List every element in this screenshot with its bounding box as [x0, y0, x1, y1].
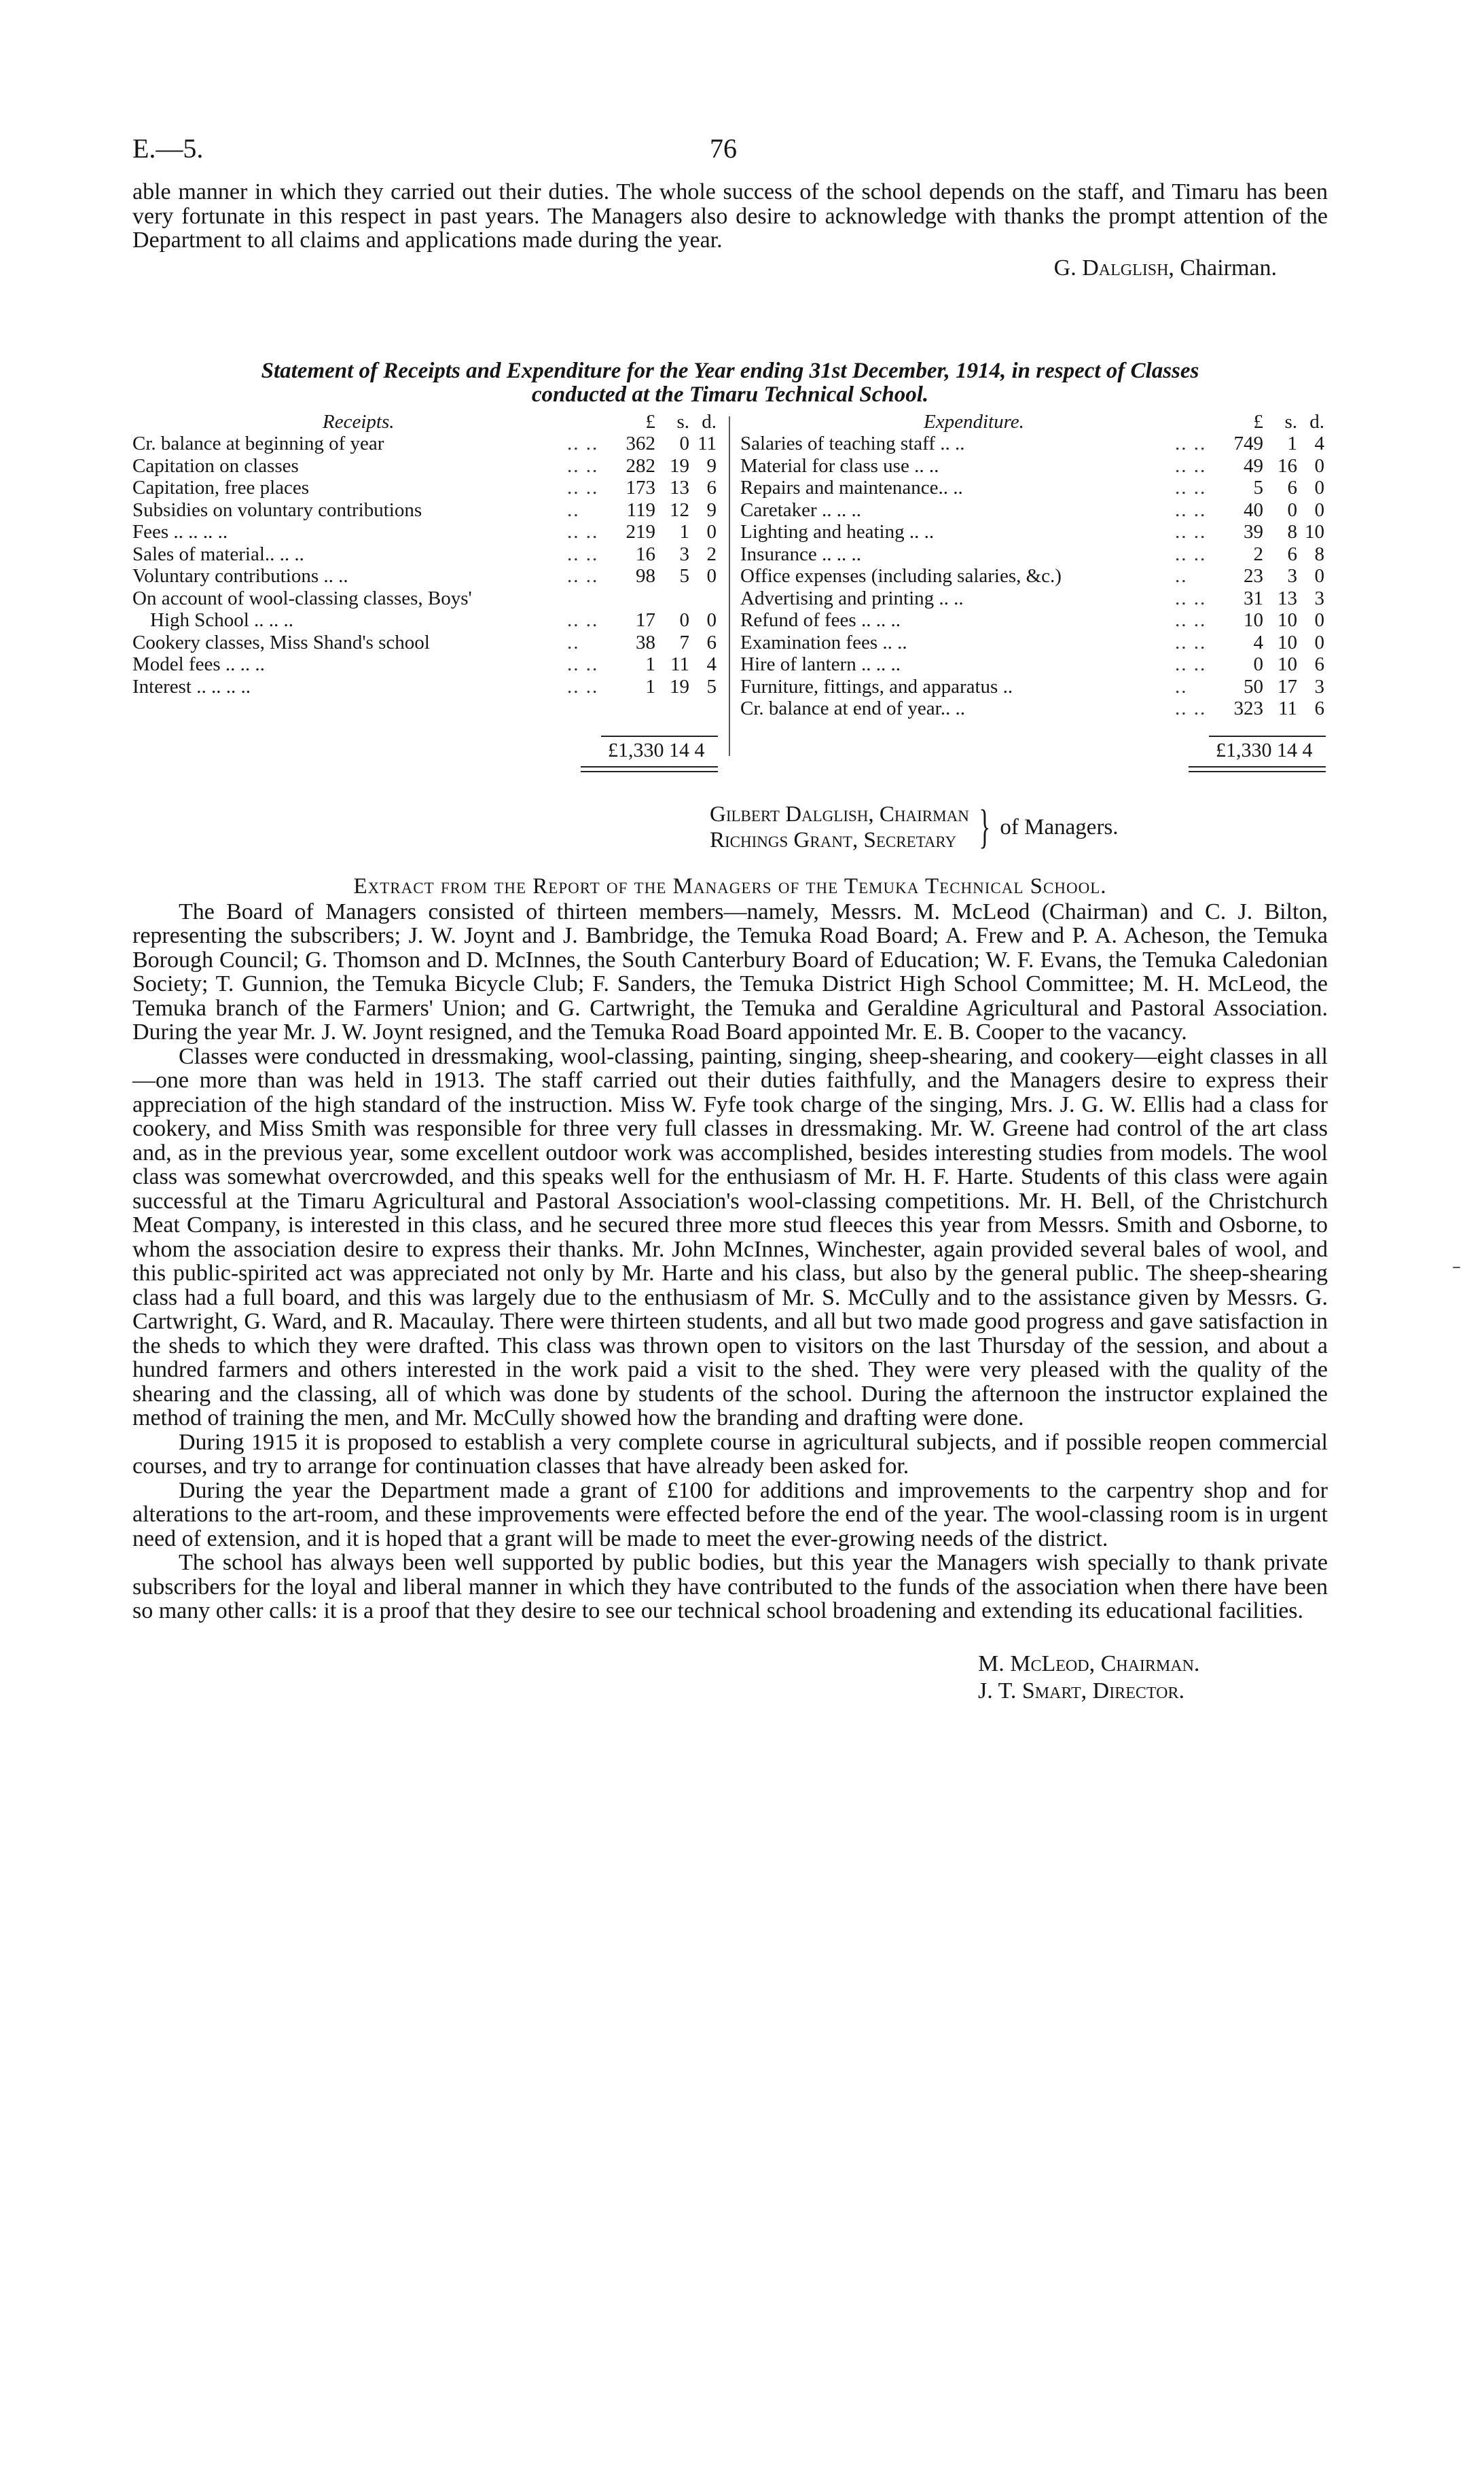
expenditure-row	[740, 521, 1328, 543]
leader-dots: .. ..	[567, 653, 599, 675]
pounds-value: 282	[626, 454, 655, 477]
pence-value: 8	[1314, 543, 1324, 565]
extract-paragraph: During 1915 it is proposed to establish a very complete course in agricultural subjects, and if possible reopen commercial courses, and try to arrange for continuation classes that have already been asked for.	[132, 1429, 1328, 1479]
shillings-value: 6	[1287, 543, 1297, 565]
expenditure-row	[740, 588, 1328, 610]
leader-dots: .. ..	[1175, 631, 1207, 653]
pounds-value: 0	[1253, 653, 1263, 675]
pounds-value: 49	[1244, 454, 1263, 477]
expenditure-row	[740, 609, 1328, 632]
shillings-value: 10	[1278, 631, 1297, 653]
expenditure-total: £1,330 14 4	[1216, 738, 1313, 761]
expenditure-heading: Expenditure.	[924, 410, 1024, 433]
pence-heading: d.	[702, 410, 717, 433]
pounds-value: 4	[1253, 631, 1263, 653]
intro-paragraph: able manner in which they carried out their duties. The whole success of the school depends on the staff, and Timaru has been very fortunate in this respect in past years. The Managers also desire to acknowledge with thanks the prompt attention of the Department to all claims and applications made during the year.	[132, 179, 1328, 253]
leader-dots: .. ..	[1175, 477, 1207, 499]
pence-value: 9	[706, 454, 717, 477]
expenditure-label: Office expenses (including salaries, &c.)	[740, 565, 1062, 587]
receipts-column	[132, 411, 717, 698]
pence-value: 6	[706, 631, 717, 653]
shillings-value: 17	[1278, 675, 1297, 698]
expenditure-row	[740, 632, 1328, 654]
extract-director-signature: J. T. Smart, Director.	[978, 1678, 1184, 1703]
pounds-value: 173	[626, 477, 655, 499]
pounds-value: 16	[636, 543, 655, 565]
expenditure-row	[740, 543, 1328, 566]
pence-value: 5	[706, 675, 717, 698]
shillings-value: 12	[670, 499, 689, 521]
pounds-heading: £	[1253, 410, 1263, 433]
pence-value: 6	[1314, 653, 1324, 675]
expenditure-row	[740, 698, 1328, 720]
shillings-value: 13	[1278, 587, 1297, 609]
of-managers: of Managers.	[1000, 814, 1119, 840]
expenditure-double-rule-top	[1189, 766, 1326, 768]
receipts-label: High School .. .. ..	[150, 609, 294, 631]
leader-dots: .. ..	[567, 565, 599, 587]
pence-value: 11	[698, 433, 717, 454]
leader-dots: .. ..	[567, 454, 599, 477]
chairman-signature: Gilbert Dalglish, Chairman	[710, 801, 969, 827]
leader-dots: ..	[1175, 565, 1188, 587]
pence-value: 10	[1305, 521, 1324, 543]
pounds-value: 17	[636, 609, 655, 631]
extract-body	[132, 900, 1328, 1623]
shillings-value: 6	[1287, 477, 1297, 499]
leader-dots: .. ..	[1175, 609, 1207, 631]
pence-value: 0	[1314, 454, 1324, 477]
leader-dots: ..	[1175, 675, 1188, 698]
shillings-value: 10	[1278, 609, 1297, 631]
expenditure-label: Furniture, fittings, and apparatus ..	[740, 675, 1013, 698]
extract-paragraph: During the year the Department made a grant of £100 for additions and improvements to the carpentry shop and for alterations to the art-room, and these improvements were effected before the end of the year. The wool-classing room is in urgent need of extension, and it is hoped that a grant will be made to meet the ever-growing needs of the district.	[132, 1477, 1328, 1551]
receipts-double-rule-bottom	[581, 771, 718, 772]
statement-title-line1: Statement of Receipts and Expenditure for the Year ending 31st December, 1914, in respect of Classes	[261, 358, 1199, 383]
margin-mark: –	[1452, 1257, 1461, 1277]
pence-value: 3	[1314, 587, 1324, 609]
shillings-value: 1	[1287, 433, 1297, 454]
pounds-heading: £	[645, 410, 655, 433]
intro-signature-role: , Chairman.	[1168, 255, 1277, 281]
leader-dots: .. ..	[567, 675, 599, 698]
receipts-row	[132, 565, 717, 588]
pence-value: 0	[706, 565, 717, 587]
column-divider	[729, 416, 730, 756]
expenditure-row	[740, 433, 1328, 455]
leader-dots: .. ..	[1175, 543, 1207, 565]
pounds-value: 362	[626, 433, 655, 454]
expenditure-label: Insurance .. .. ..	[740, 543, 861, 565]
intro-signature	[132, 255, 1328, 281]
pounds-value: 39	[1244, 521, 1263, 543]
leader-dots: .. ..	[1175, 587, 1207, 609]
pounds-value: 31	[1244, 587, 1263, 609]
leader-dots: .. ..	[567, 433, 599, 454]
receipts-label: Capitation on classes	[132, 454, 299, 477]
expenditure-label: Cr. balance at end of year.. ..	[740, 698, 965, 719]
shillings-value: 19	[670, 454, 689, 477]
receipts-expenditure-table	[132, 410, 1328, 853]
document-page	[132, 132, 1328, 1705]
expenditure-label: Caretaker .. .. ..	[740, 499, 861, 521]
statement-title	[132, 359, 1328, 407]
pence-value: 4	[706, 653, 717, 675]
pence-value: 6	[1314, 698, 1324, 719]
leader-dots: .. ..	[567, 543, 599, 565]
pounds-value: 749	[1233, 433, 1263, 454]
receipts-label: Cr. balance at beginning of year	[132, 433, 384, 454]
pounds-value: 5	[1253, 477, 1263, 499]
shillings-heading: s.	[676, 410, 689, 433]
extract-paragraph: Classes were conducted in dressmaking, wool-classing, painting, singing, sheep-shearing, and cookery—eight classes in all—one more than was held in 1913. The staff carried out their duties faithfully, and the Managers desire to express their appreciation of the high standard of the instruction. Miss W. Fyfe took charge of the singing, Mrs. J. G. W. Ellis had a class for cookery, and Miss Smith was responsible for three very full classes in dressmaking. Mr. W. Greene had control of the art class and, as in the previous year, some excellent outdoor work was accomplished, besides interesting studies from models. The wool class was somewhat overcrowded, and this speaks well for the enthusiasm of Mr. H. F. Harte. Students of this class were again successful at the Timaru Agricultural and Pastoral Association's wool-classing competitions. Mr. H. Bell, of the Christchurch Meat Company, is interested in this class, and he secured three more stud fleeces this year from Messrs. Smith and Osborne, to whom the association desire to express their thanks. Mr. John McInnes, Winchester, again provided several bales of wool, and this public-spirited act was appreciated not only by Mr. Harte and his class, but also by the general public. The sheep-shearing class had a full board, and this was largely due to the enthusiasm of Mr. S. McCully and to the assistance given by Messrs. G. Cartwright, G. Ward, and R. Macaulay. There were thirteen students, and all but two made good progress and gave satisfaction in the sheds to which they were drafted. This class was thrown open to visitors on the last Thursday of the session, and about a hundred farmers and others interested in the work paid a visit to the shed. They were very pleased with the quality of the shearing and the classing, all of which was done by students of the school. During the afternoon the instructor explained the method of training the men, and Mr. McCully showed how the branding and drafting were done.	[132, 1043, 1328, 1430]
receipts-header-row	[132, 411, 717, 433]
receipts-label: Cookery classes, Miss Shand's school	[132, 631, 430, 653]
statement-signatories	[710, 801, 1119, 853]
shillings-value: 11	[1278, 698, 1297, 719]
intro-signature-name: G. Dalglish	[1053, 255, 1169, 281]
pounds-value: 323	[1233, 698, 1263, 719]
pence-value: 0	[706, 521, 717, 543]
shillings-value: 16	[1278, 454, 1297, 477]
receipts-total: £1,330 14 4	[608, 738, 705, 761]
receipts-heading: Receipts.	[323, 410, 395, 433]
receipts-row	[132, 588, 717, 610]
pence-value: 0	[1314, 565, 1324, 587]
brace-glyph: }	[979, 800, 991, 853]
leader-dots: .. ..	[1175, 454, 1207, 477]
signatory-names	[710, 801, 969, 853]
pounds-value: 1	[645, 675, 655, 698]
pounds-value: 2	[1253, 543, 1263, 565]
receipts-label: Fees .. .. .. ..	[132, 521, 228, 543]
extract-title: Extract from the Report of the Managers of the Temuka Technical School.	[353, 873, 1107, 899]
receipts-total-rule	[601, 736, 718, 737]
pence-value: 0	[1314, 477, 1324, 499]
receipts-label: Model fees .. .. ..	[132, 653, 265, 675]
pence-value: 9	[706, 499, 717, 521]
receipts-label: Subsidies on voluntary contributions	[132, 499, 422, 521]
expenditure-row	[740, 499, 1328, 522]
pounds-value: 38	[636, 631, 655, 653]
extract-signatures	[978, 1651, 1328, 1705]
leader-dots: ..	[567, 631, 580, 653]
pounds-value: 50	[1244, 675, 1263, 698]
pence-value: 0	[1314, 631, 1324, 653]
expenditure-column	[740, 411, 1328, 720]
expenditure-row	[740, 455, 1328, 477]
shillings-value: 1	[679, 521, 689, 543]
expenditure-row	[740, 676, 1328, 698]
shillings-value: 8	[1287, 521, 1297, 543]
pence-value: 3	[1314, 675, 1324, 698]
expenditure-label: Advertising and printing .. ..	[740, 587, 964, 609]
receipts-row	[132, 543, 717, 566]
receipts-label: Sales of material.. .. ..	[132, 543, 304, 565]
receipts-label: On account of wool-classing classes, Boys'	[132, 587, 472, 609]
shillings-value: 10	[1278, 653, 1297, 675]
receipts-row	[132, 499, 717, 522]
pounds-value: 98	[636, 565, 655, 587]
expenditure-label: Repairs and maintenance.. ..	[740, 477, 963, 499]
statement-title-line2: conducted at the Timaru Technical School.	[531, 382, 929, 407]
series-code: E.—5.	[132, 133, 204, 164]
extract-paragraph: The Board of Managers consisted of thirteen members—namely, Messrs. M. McLeod (Chairman) and C. J. Bilton, representing the subscribers; J. W. Joynt and J. Bambridge, the Temuka Road Board; A. Frew and P. A. Acheson, the Temuka Borough Council; G. Thomson and D. McInnes, the South Canterbury Board of Education; W. F. Evans, the Temuka Caledonian Society; T. Gunnion, the Temuka Bicycle Club; F. Sanders, the Temuka District High School Committee; M. H. McLeod, the Temuka branch of the Farmers' Union; and G. Cartwright, the Temuka and Geraldine Agricultural and Pastoral Association. During the year Mr. J. W. Joynt resigned, and the Temuka Road Board appointed Mr. E. B. Cooper to the vacancy.	[132, 899, 1328, 1045]
expenditure-label: Examination fees .. ..	[740, 631, 907, 653]
receipts-double-rule-top	[581, 766, 718, 768]
leader-dots: .. ..	[1175, 521, 1207, 543]
pence-value: 0	[1314, 499, 1324, 521]
leader-dots: .. ..	[567, 521, 599, 543]
expenditure-row	[740, 653, 1328, 676]
shillings-value: 0	[679, 609, 689, 631]
leader-dots: .. ..	[1175, 698, 1207, 719]
pence-value: 0	[1314, 609, 1324, 631]
pounds-value: 10	[1244, 609, 1263, 631]
pounds-value: 219	[626, 521, 655, 543]
leader-dots: .. ..	[567, 609, 599, 631]
pence-value: 2	[706, 543, 717, 565]
receipts-label: Capitation, free places	[132, 477, 310, 499]
leader-dots: ..	[567, 499, 580, 521]
pounds-value: 40	[1244, 499, 1263, 521]
pence-value: 6	[706, 477, 717, 499]
pence-value: 4	[1314, 433, 1324, 454]
shillings-value: 7	[679, 631, 689, 653]
expenditure-header-row	[740, 411, 1328, 433]
expenditure-label: Refund of fees .. .. ..	[740, 609, 901, 631]
expenditure-total-rule	[1209, 736, 1326, 737]
receipts-label: Voluntary contributions .. ..	[132, 565, 348, 587]
pence-value: 0	[706, 609, 717, 631]
expenditure-row	[740, 565, 1328, 588]
pence-heading: d.	[1309, 410, 1324, 433]
expenditure-label: Salaries of teaching staff .. ..	[740, 433, 965, 454]
shillings-heading: s.	[1284, 410, 1297, 433]
leader-dots: .. ..	[1175, 653, 1207, 675]
shillings-value: 5	[679, 565, 689, 587]
receipts-row	[132, 433, 717, 455]
leader-dots: .. ..	[1175, 433, 1207, 454]
shillings-value: 11	[670, 653, 689, 675]
receipts-label: Interest .. .. .. ..	[132, 675, 251, 698]
leader-dots: .. ..	[1175, 499, 1207, 521]
leader-dots: .. ..	[567, 477, 599, 499]
shillings-value: 19	[670, 675, 689, 698]
extract-chairman-signature: M. McLeod, Chairman.	[978, 1651, 1200, 1676]
shillings-value: 13	[670, 477, 689, 499]
page-number: 76	[710, 133, 737, 164]
receipts-row	[132, 609, 717, 632]
shillings-value: 0	[679, 433, 689, 454]
receipts-row	[132, 477, 717, 499]
expenditure-label: Hire of lantern .. .. ..	[740, 653, 901, 675]
extract-paragraph: The school has always been well supported by public bodies, but this year the Managers wish specially to thank private subscribers for the loyal and liberal manner in which they have contributed to the funds of the association when there have been so many other calls: it is a proof that they desire to see our technical school broadening and extending its educational facilities.	[132, 1550, 1328, 1623]
pounds-value: 23	[1244, 565, 1263, 587]
pounds-value: 119	[626, 499, 655, 521]
receipts-row	[132, 632, 717, 654]
shillings-value: 3	[679, 543, 689, 565]
receipts-row	[132, 653, 717, 676]
expenditure-row	[740, 477, 1328, 499]
page-header	[132, 132, 1328, 180]
expenditure-label: Material for class use .. ..	[740, 454, 939, 477]
expenditure-label: Lighting and heating .. ..	[740, 521, 935, 543]
pounds-value: 1	[645, 653, 655, 675]
receipts-row	[132, 676, 717, 698]
shillings-value: 3	[1287, 565, 1297, 587]
receipts-row	[132, 455, 717, 477]
receipts-row	[132, 521, 717, 543]
shillings-value: 0	[1287, 499, 1297, 521]
expenditure-double-rule-bottom	[1189, 771, 1326, 772]
secretary-signature: Richings Grant, Secretary	[710, 827, 957, 852]
